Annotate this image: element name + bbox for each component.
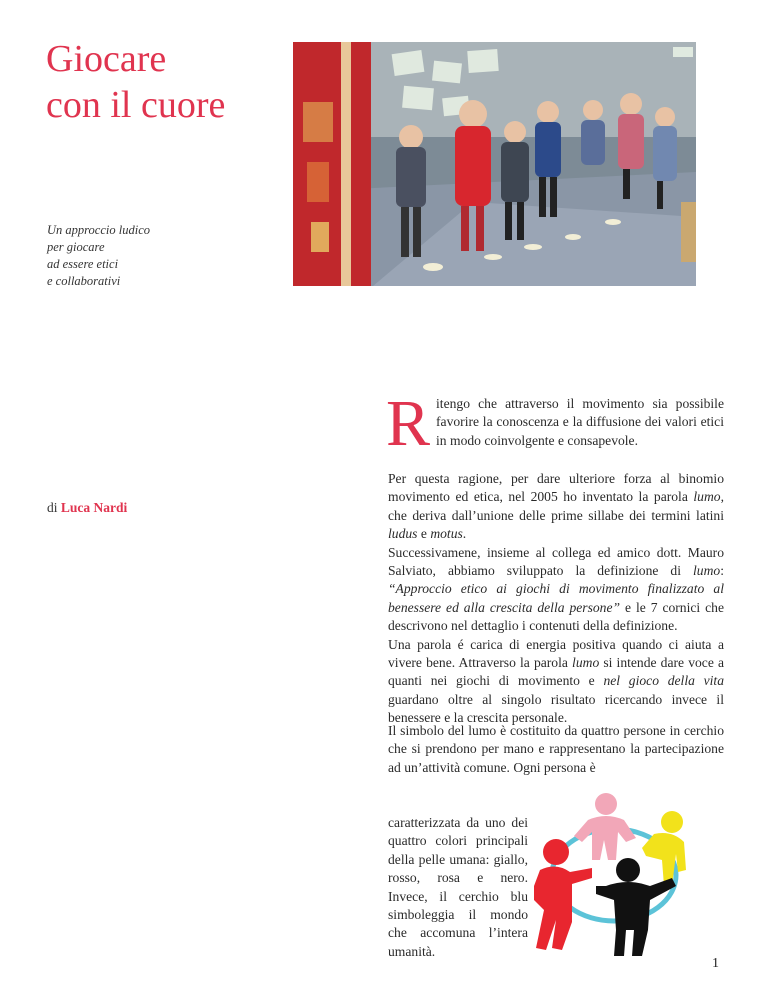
text-span: e <box>417 526 431 542</box>
text-span: : <box>720 563 724 579</box>
author-name: Luca Nardi <box>60 500 128 515</box>
subtitle-line-4: e collaborativi <box>47 274 121 288</box>
term-lumo: lumo <box>572 655 600 671</box>
term-ludus: ludus <box>388 526 418 542</box>
drop-cap: R <box>386 387 431 460</box>
article-subtitle <box>47 222 247 290</box>
subtitle-line-2: per giocare <box>47 240 105 254</box>
title-line-2: con il cuore <box>46 84 226 126</box>
text-span: Per questa ragione, per dare ulteriore forza al binomio movimento ed etica, nel 2005 ho inventato la parola <box>388 471 724 505</box>
symbol-text-top: Il simbolo del lumo è costituito da quattro persone in cerchio che si prendono per mano e rappresentano la partecipazione ad un’attività comune. Ogni persona è <box>388 723 724 775</box>
term-motus: motus <box>430 526 463 542</box>
text-span: Una parola é carica di energia positiva quando ci aiuta a vivere bene. Attraverso la parola <box>388 636 724 671</box>
term-lumo: lumo <box>693 563 721 579</box>
body-text <box>388 470 724 728</box>
article-title <box>46 36 225 128</box>
text-span: . <box>462 526 467 542</box>
subtitle-line-1: Un approccio ludico <box>47 223 150 237</box>
page-number: 1 <box>712 956 719 971</box>
paragraph-definition <box>388 544 724 636</box>
intro-text: itengo che attraverso il movimento sia possibile favorire la conoscenza e la diffusione dei valori etici in modo coinvolgente e consapevole. <box>436 396 724 448</box>
symbol-text-bottom: caratterizzata da uno dei quattro colori principali della pelle umana: giallo, rosso, rosa e nero. Invece, il cerchio blu simboleggia il mondo che accomuna l’intera umanità. <box>388 815 528 959</box>
text-span: e le 7 cornici che descrivono nel dettaglio i contenuti della definizione. <box>388 599 724 634</box>
term-lumo: lumo <box>693 489 721 505</box>
byline <box>47 500 127 516</box>
term-gioco-vita: nel gioco della vita <box>603 673 725 689</box>
subtitle-line-3: ad essere etici <box>47 257 119 271</box>
definition-quote: “Approccio etico ai giochi di movimento finalizzato al benessere ed alla crescita della persone” <box>388 581 724 615</box>
paragraph-energy <box>388 636 724 728</box>
photo-illustration <box>293 42 696 286</box>
paragraph-symbol-bottom <box>388 814 528 961</box>
lumo-symbol-svg <box>526 790 696 960</box>
text-span: , che deriva dall’unione delle prime sillabe dei termini latini <box>388 489 724 523</box>
byline-prefix: di <box>47 500 58 515</box>
children-playing-photo <box>293 42 696 286</box>
intro-paragraph <box>386 387 724 460</box>
text-span: Successivamene, insieme al collega ed amico dott. Mauro Salviato, abbiamo sviluppato la definizione di <box>388 544 724 579</box>
title-line-1: Giocare <box>46 38 167 80</box>
paragraph-lumo-origin <box>388 470 724 544</box>
text-span: guardano oltre al singolo risultato ricercando invece il benessere e la crescita personale. <box>388 691 724 726</box>
lumo-symbol-icon <box>526 790 696 960</box>
paragraph-symbol-top <box>388 722 724 777</box>
text-span: si intende dare voce a quanti nei giochi di movimento e <box>388 655 725 689</box>
